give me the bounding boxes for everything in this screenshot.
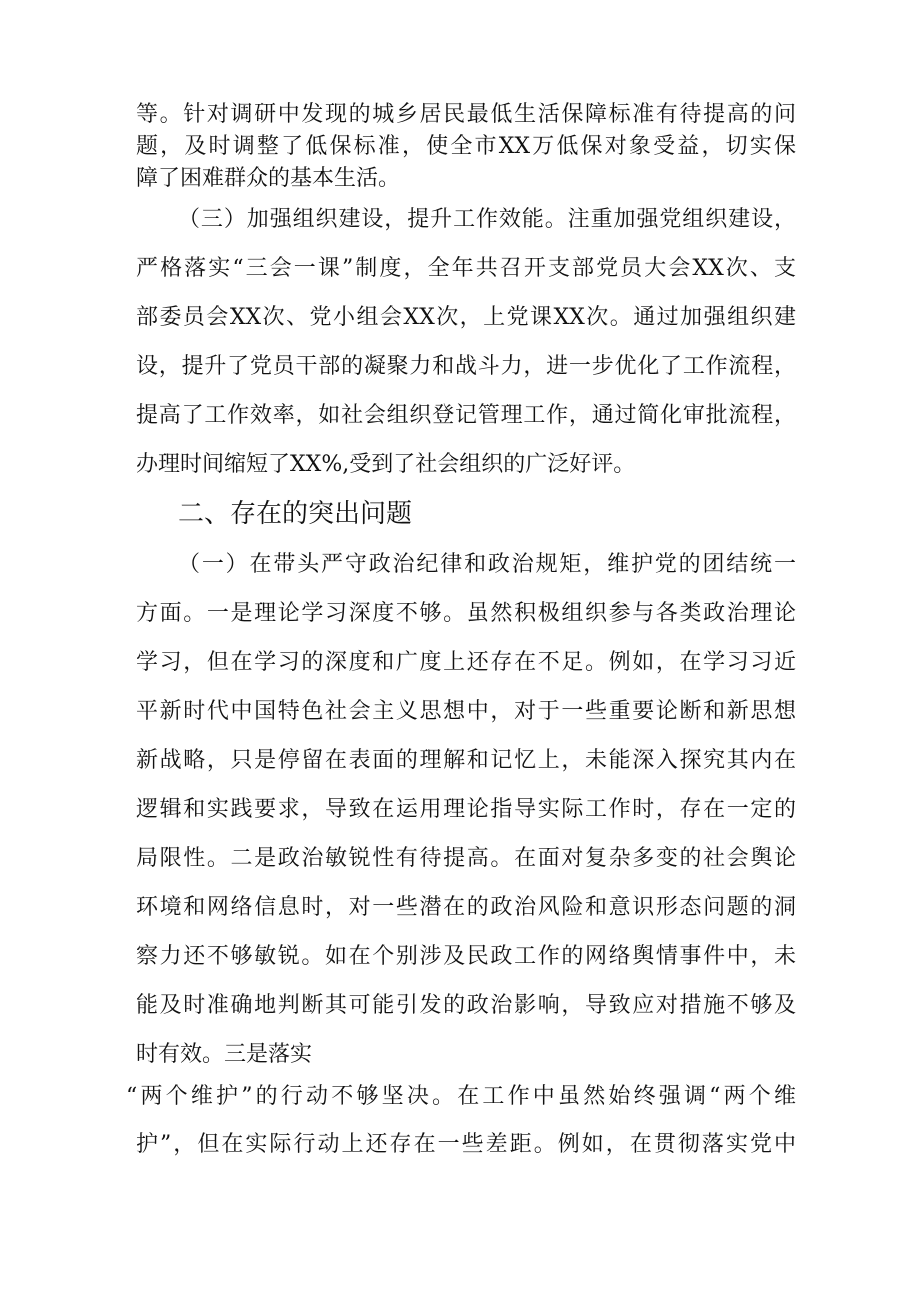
paragraph-3-line-1: （一）在带头严守政治纪律和政治规矩，维护党的团结统一 <box>178 552 796 577</box>
paragraph-2-line-4: 设，提升了党员干部的凝聚力和战斗力，进一步优化了工作流程， <box>136 354 796 379</box>
paragraph-2-line-1: （三）加强组织建设，提升工作效能。注重加强党组织建设， <box>178 207 796 232</box>
paragraph-4-line-2: 护”，但在实际行动上还存在一些差距。例如，在贯彻落实党中 <box>136 1132 796 1157</box>
paragraph-3-line-6: 逻辑和实践要求，导致在运用理论指导实际工作时，存在一定的 <box>136 797 796 822</box>
paragraph-1-line-2: 题，及时调整了低保标准，使全市XX万低保对象受益，切实保 <box>136 134 796 159</box>
paragraph-3-line-7: 局限性。二是政治敏锐性有待提高。在面对复杂多变的社会舆论 <box>136 846 796 871</box>
paragraph-3-line-11: 时有效。三是落实 <box>136 1042 313 1067</box>
paragraph-3-line-2: 方面。一是理论学习深度不够。虽然积极组织参与各类政治理论 <box>136 601 796 626</box>
paragraph-2-line-3: 部委员会XX次、党小组会XX次，上党课XX次。通过加强组织建 <box>136 305 796 330</box>
paragraph-2-line-2: 严格落实“三会一课”制度，全年共召开支部党员大会XX次、支 <box>136 256 796 281</box>
paragraph-3-line-9: 察力还不够敏锐。如在个别涉及民政工作的网络舆情事件中，未 <box>136 944 796 969</box>
paragraph-4-line-1: “两个维护”的行动不够坚决。在工作中虽然始终强调“两个维 <box>126 1084 796 1109</box>
paragraph-3-line-4: 平新时代中国特色社会主义思想中，对于一些重要论断和新思想 <box>136 699 796 724</box>
paragraph-3-line-3: 学习，但在学习的深度和广度上还存在不足。例如，在学习习近 <box>136 650 796 675</box>
paragraph-2-line-6: 办理时间缩短了XX%,受到了社会组织的广泛好评。 <box>136 452 636 477</box>
paragraph-3-line-10: 能及时准确地判断其可能引发的政治影响，导致应对措施不够及 <box>136 993 796 1018</box>
paragraph-2-line-5: 提高了工作效率，如社会组织登记管理工作，通过简化审批流程， <box>136 403 796 428</box>
paragraph-3-line-8: 环境和网络信息时，对一些潜在的政治风险和意识形态问题的洞 <box>136 895 796 920</box>
paragraph-1-line-1: 等。针对调研中发现的城乡居民最低生活保障标准有待提高的问 <box>136 102 796 127</box>
section-heading: 二、存在的突出问题 <box>178 499 413 529</box>
paragraph-3-line-5: 新战略，只是停留在表面的理解和记忆上，未能深入探究其内在 <box>136 748 796 773</box>
paragraph-1-line-3: 障了困难群众的基本生活。 <box>136 166 401 191</box>
